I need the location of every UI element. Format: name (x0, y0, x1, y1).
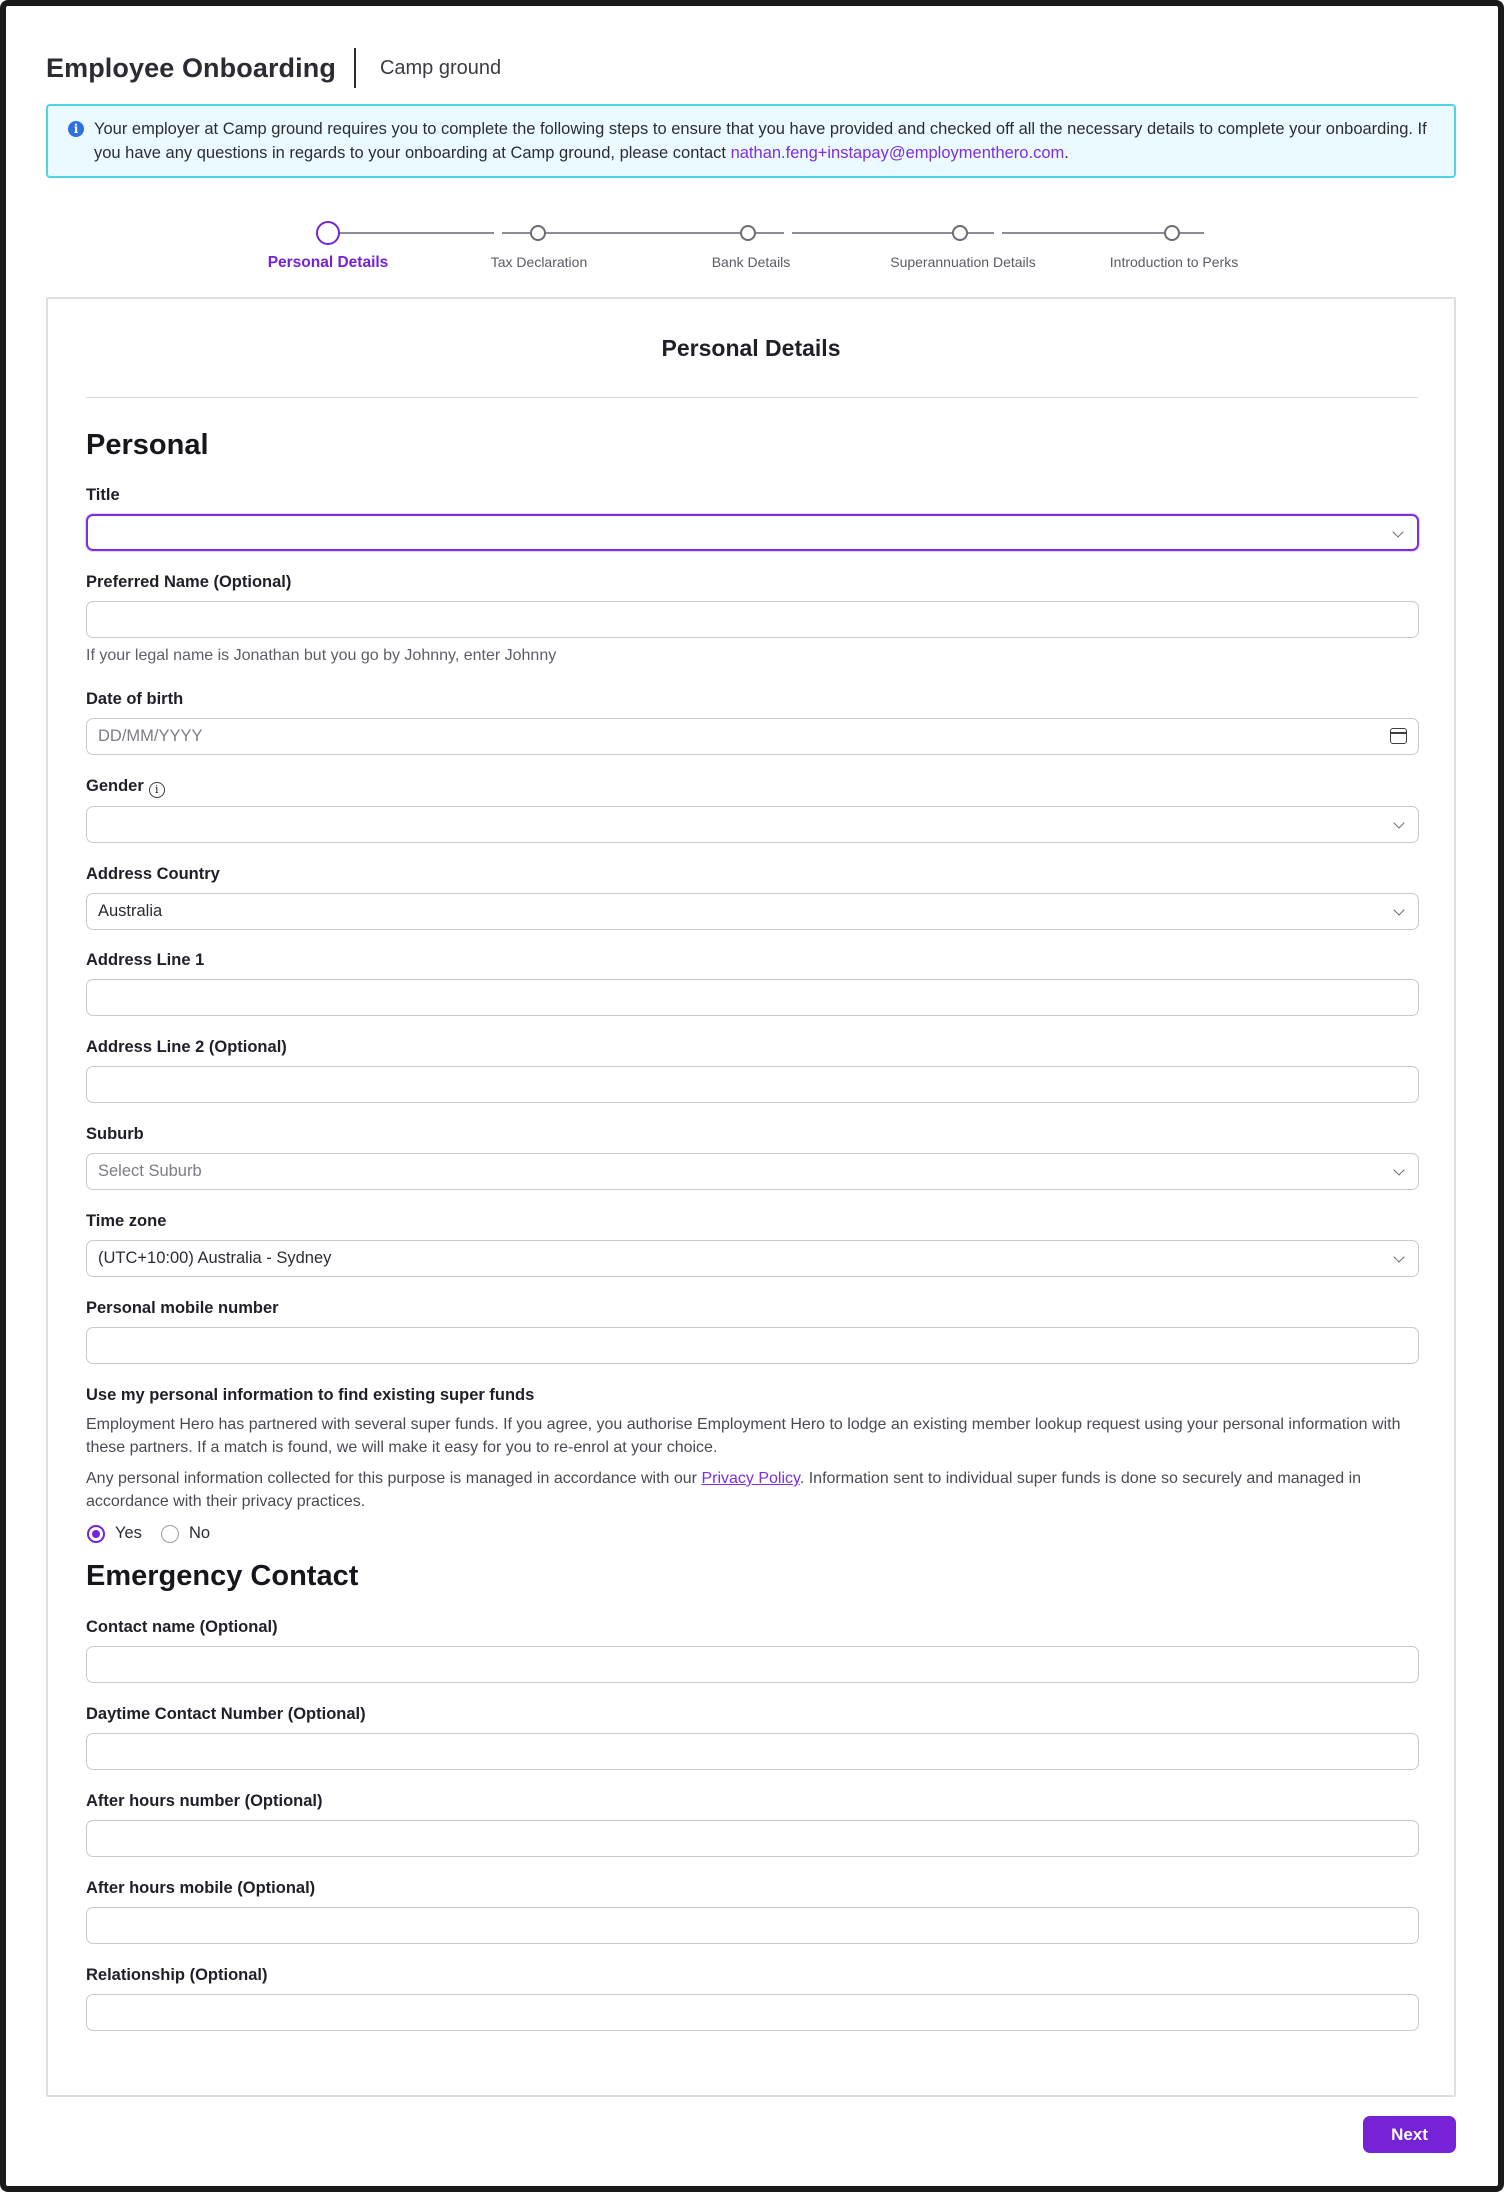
header-divider (354, 48, 356, 88)
onboarding-notice (46, 104, 1456, 178)
suburb-placeholder: Select Suburb (98, 1162, 202, 1180)
radio-yes-label[interactable]: Yes (115, 1524, 142, 1542)
address-line-1-label: Address Line 1 (86, 951, 205, 969)
super-funds-label: Use my personal information to find existing super funds (86, 1386, 535, 1404)
info-circle-icon[interactable]: i (149, 782, 165, 798)
contact-email-link[interactable]: nathan.feng+instapay@employmenthero.com (730, 144, 1065, 162)
country-label: Address Country (86, 865, 220, 883)
step-indicator-bank-details[interactable] (740, 225, 756, 241)
card-title: Personal Details (661, 335, 841, 361)
step-indicator-tax-declaration[interactable] (530, 225, 546, 241)
chevron-down-icon (1392, 526, 1403, 537)
radio-no-label[interactable]: No (189, 1524, 211, 1542)
gender-select[interactable] (86, 806, 1419, 843)
radio-yes[interactable] (87, 1525, 105, 1543)
onboarding-stepper (46, 222, 1456, 282)
address-line-2-label: Address Line 2 (Optional) (86, 1038, 287, 1056)
title-label: Title (86, 486, 120, 504)
chevron-down-icon (1393, 1164, 1404, 1175)
notice-text-end: . (1064, 144, 1069, 162)
daytime-number-label: Daytime Contact Number (Optional) (86, 1705, 366, 1723)
preferred-name-input[interactable] (86, 601, 1419, 638)
timezone-select-value: (UTC+10:00) Australia - Sydney (98, 1249, 332, 1267)
company-name: Camp ground (379, 56, 502, 79)
dob-placeholder: DD/MM/YYYY (98, 727, 203, 745)
step-label-personal-details[interactable]: Personal Details (267, 254, 389, 271)
section-heading-personal: Personal (86, 429, 209, 461)
relationship-input[interactable] (86, 1994, 1419, 2031)
chevron-down-icon (1393, 817, 1404, 828)
after-hours-number-label: After hours number (Optional) (86, 1792, 323, 1810)
country-select-value: Australia (98, 902, 163, 920)
chevron-down-icon (1393, 1251, 1404, 1262)
mobile-label: Personal mobile number (86, 1299, 279, 1317)
suburb-label: Suburb (86, 1125, 144, 1143)
page-header (46, 46, 501, 90)
after-hours-mobile-label: After hours mobile (Optional) (86, 1879, 316, 1897)
step-label-bank-details[interactable]: Bank Details (711, 254, 791, 270)
after-hours-number-input[interactable] (86, 1820, 1419, 1857)
address-line-2-input[interactable] (86, 1066, 1419, 1103)
dob-label: Date of birth (86, 690, 184, 708)
preferred-name-hint: If your legal name is Jonathan but you go by Johnny, enter Johnny (86, 647, 557, 664)
privacy-text: Any personal information collected for this purpose is managed in accordance with our (86, 1470, 702, 1487)
notice-text: Your employer at Camp ground requires you to complete the following steps to ensure that you have provided and checked off all the necessary details to complete your onboarding. If you have any questions in regards to your onboarding at Camp ground, please contact (94, 120, 1427, 162)
next-button[interactable]: Next (1363, 2116, 1456, 2153)
radio-no[interactable] (161, 1525, 179, 1543)
privacy-text-end: . Information sent to individual super funds is done so securely and managed in accordance with their privacy practices. (86, 1470, 1362, 1510)
step-label-superannuation-details[interactable]: Superannuation Details (890, 254, 1036, 270)
super-funds-description: Employment Hero has partnered with several super funds. If you agree, you authorise Employment Hero to lodge an existing member lookup request using your personal information with these partners. If a match is found, we will make it easy for you to re-enrol at your choice. (86, 1416, 1401, 1456)
gender-label-text: Gender (86, 777, 144, 795)
country-select[interactable] (86, 893, 1419, 930)
privacy-policy-link[interactable]: Privacy Policy (701, 1470, 800, 1487)
after-hours-mobile-input[interactable] (86, 1907, 1419, 1944)
step-indicator-personal-details[interactable] (316, 221, 340, 245)
personal-details-card (46, 297, 1456, 2097)
chevron-down-icon (1393, 904, 1404, 915)
step-connector (332, 232, 494, 234)
contact-name-input[interactable] (86, 1646, 1419, 1683)
info-icon: i (68, 121, 84, 137)
timezone-label: Time zone (86, 1212, 167, 1230)
page-title: Employee Onboarding (46, 52, 336, 83)
title-select[interactable] (86, 514, 1419, 551)
suburb-select[interactable] (86, 1153, 1419, 1190)
dob-input[interactable] (86, 718, 1419, 755)
step-label-introduction-to-perks[interactable]: Introduction to Perks (1109, 254, 1239, 270)
timezone-select[interactable] (86, 1240, 1419, 1277)
gender-label (86, 777, 165, 798)
contact-name-label: Contact name (Optional) (86, 1618, 278, 1636)
relationship-label: Relationship (Optional) (86, 1966, 268, 1984)
step-indicator-introduction-to-perks[interactable] (1164, 225, 1180, 241)
calendar-icon[interactable] (1390, 728, 1407, 744)
step-indicator-superannuation-details[interactable] (952, 225, 968, 241)
section-heading-emergency-contact: Emergency Contact (86, 1560, 359, 1592)
card-divider (86, 397, 1418, 398)
mobile-input[interactable] (86, 1327, 1419, 1364)
privacy-description (86, 1467, 1426, 1513)
daytime-number-input[interactable] (86, 1733, 1419, 1770)
step-label-tax-declaration[interactable]: Tax Declaration (490, 254, 588, 270)
address-line-1-input[interactable] (86, 979, 1419, 1016)
preferred-name-label: Preferred Name (Optional) (86, 573, 292, 591)
